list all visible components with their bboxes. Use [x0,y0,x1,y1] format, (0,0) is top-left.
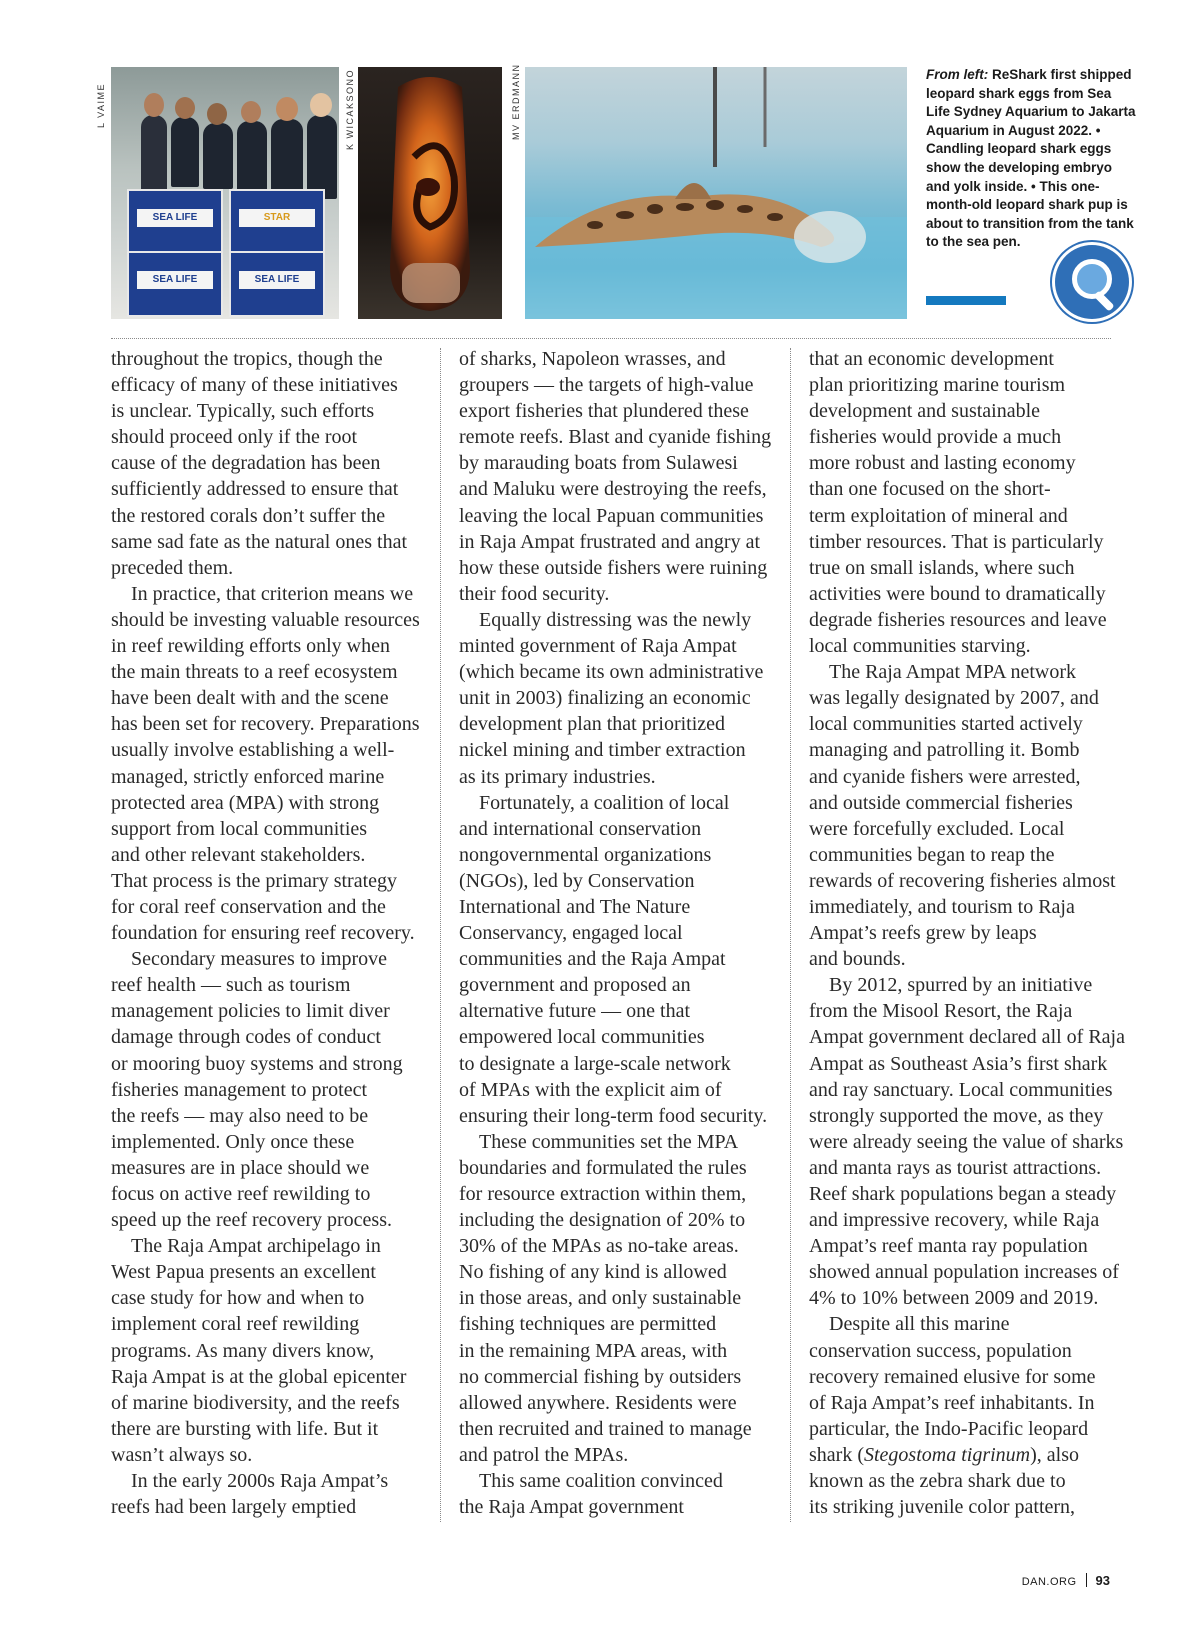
text-line: local communities started actively [809,713,1083,736]
text-line: communities began to reap the [809,843,1055,866]
text-line: the main threats to a reef ecosystem [111,661,398,684]
text-line: remote reefs. Blast and cyanide fishing [459,426,772,449]
text-line: efficacy of many of these initiatives [111,374,398,397]
text-line: has been set for recovery. Preparations [111,713,420,736]
text-line: rewards of recovering fisheries almost [809,869,1116,892]
text-line: 4% to 10% between 2009 and 2019. [809,1287,1099,1310]
text-line: In the early 2000s Raja Ampat’s [131,1470,389,1493]
text-line: By 2012, spurred by an initiative [829,974,1093,997]
text-line: no commercial fishing by outsiders [459,1365,742,1388]
magnifier-lens [1072,259,1112,299]
body-column-1 [111,346,421,1520]
column-divider-1 [440,348,441,1522]
text-line: then recruited and trained to manage [459,1417,752,1440]
text-line: foundation for ensuring reef recovery. [111,922,415,945]
text-line: sufficiently addressed to ensure that [111,478,399,501]
text-line: Reef shark populations began a steady [809,1183,1117,1205]
text-line: their food security. [459,582,610,605]
text-line: recovery remained elusive for some [809,1365,1096,1388]
text-line: by marauding boats from Sulawesi [459,452,738,475]
text-line: boundaries and formulated the rules [459,1156,747,1179]
text-line: Conservancy, engaged local [459,922,683,945]
caption-lead: From left: [926,67,989,82]
body-column-3 [809,346,1125,1520]
text-line: Ampat government declared all of Raja [809,1026,1125,1049]
text-line: in those areas, and only sustainable [459,1287,742,1310]
text-line: for coral reef conservation and the [111,895,386,918]
text-line: development plan that prioritized [459,713,726,736]
text-line: and international conservation [459,817,702,840]
text-line: reef health — such as tourism [111,974,351,997]
text-line: Fortunately, a coalition of local [479,791,730,814]
text-line: reefs had been largely emptied [111,1496,357,1519]
text-line: and impressive recovery, while Raja [809,1209,1100,1232]
text-line: In practice, that criterion means we [131,582,414,605]
text-line: development and sustainable [809,400,1041,423]
text-line: Ampat’s reef manta ray population [809,1235,1088,1258]
horizontal-divider [111,338,1111,339]
text-line: in the remaining MPA areas, with [459,1339,728,1362]
text-line: management policies to limit diver [111,1000,390,1023]
text-line: cause of the degradation has been [111,452,381,475]
text-line: there are bursting with life. But it [111,1417,379,1440]
text-line: programs. As many divers know, [111,1339,375,1362]
text-line: same sad fate as the natural ones that [111,530,407,553]
text-line: known as the zebra shark due to [809,1470,1066,1493]
text-line: have been dealt with and the scene [111,687,389,710]
text-line: preceded them. [111,556,234,579]
text-line: nongovernmental organizations [459,843,712,866]
text-line: damage through codes of conduct [111,1026,381,1049]
text-line: or mooring buoy systems and strong [111,1052,403,1075]
text-line: speed up the reef recovery process. [111,1209,392,1232]
box-4 [229,251,325,317]
text-line: were forcefully excluded. Local [809,817,1065,840]
text-line: focus on active reef rewilding to [111,1183,371,1205]
text-line: particular, the Indo-Pacific leopard [809,1417,1089,1440]
text-line: of Raja Ampat’s reef inhabitants. In [809,1391,1095,1414]
body-column-2 [459,346,772,1520]
text-line: conservation success, population [809,1339,1072,1362]
text-line: and patrol the MPAs. [459,1443,629,1466]
text-line: leaving the local Papuan communities [459,504,764,527]
text-line: implemented. Only once these [111,1130,355,1153]
text-line: of MPAs with the explicit aim of [459,1078,722,1101]
text-line: timber resources. That is particularly [809,530,1104,553]
text-line: true on small islands, where such [809,556,1075,579]
text-line: minted government of Raja Ampat [459,635,737,658]
text-line: West Papua presents an excellent [111,1261,376,1284]
text-line: the Raja Ampat government [459,1496,684,1519]
photo-caption [926,66,1136,252]
text-line: including the designation of 20% to [459,1209,746,1232]
text-line: Despite all this marine [829,1313,1010,1336]
caption-text: ReShark first shipped leopard shark eggs from Sea Life Sydney Aquarium to Jakarta Aquarium in August 2022. • Candling leopard shark eggs show the developing embryo and yolk inside. • This one-month-old leopard shark pup is about to transition from the tank to the sea pen. [926,67,1136,250]
species-suffix: ), also [1030,1443,1079,1466]
text-line: how these outside fishers were ruining [459,556,768,579]
page-footer [1022,1573,1110,1588]
text-line: term exploitation of mineral and [809,504,1068,527]
column-divider-2 [790,348,791,1522]
text-line: Raja Ampat is at the global epicenter [111,1365,407,1388]
text-line: is unclear. Typically, such efforts [111,400,375,423]
text-line: managing and patrolling it. Bomb [809,739,1080,762]
text-line: Equally distressing was the newly [479,608,752,631]
page-number: 93 [1095,1573,1110,1588]
text-line: and outside commercial fisheries [809,791,1073,814]
text-line: groupers — the targets of high-value [459,374,754,397]
text-line: and Maluku were destroying the reefs, [459,478,767,501]
footer-site: DAN.ORG [1021,1576,1077,1588]
text-line: should proceed only if the root [111,426,358,449]
text-line: The Raja Ampat MPA network [829,661,1077,684]
photo-shark-pup-in-tank [525,67,907,319]
text-line: wasn’t always so. [111,1443,253,1466]
text-line: This same coalition convinced [479,1470,723,1493]
text-line: in Raja Ampat frustrated and angry at [459,530,761,553]
text-line: its striking juvenile color pattern, [809,1496,1076,1519]
text-line: the restored corals don’t suffer the [111,504,386,527]
text-line: local communities starving. [809,635,1031,658]
text-line: communities and the Raja Ampat [459,948,726,971]
text-line: Secondary measures to improve [131,948,388,971]
text-line: from the Misool Resort, the Raja [809,1000,1073,1023]
caption-accent-bar [926,296,1006,305]
box-label-1: SEA LIFE [137,209,213,227]
text-line: to designate a large-scale network [459,1052,731,1075]
text-line: nickel mining and timber extraction [459,739,746,762]
text-line: as its primary industries. [459,765,656,788]
text-line: These communities set the MPA [479,1130,739,1153]
box-label-3: SEA LIFE [137,271,213,289]
text-line: for resource extraction within them, [459,1183,747,1205]
text-line: Ampat as Southeast Asia’s first shark [809,1052,1108,1075]
text-line: that an economic development [809,348,1054,370]
text-line: in reef rewilding efforts only when [111,635,390,658]
footer-separator [1086,1573,1087,1587]
text-line: and cyanide fishers were arrested, [809,765,1081,788]
box-label-2: STAR [239,209,315,227]
text-line: allowed anywhere. Residents were [459,1391,737,1414]
text-line: case study for how and when to [111,1287,365,1310]
text-line: government and proposed an [459,974,691,997]
text-line: unit in 2003) finalizing an economic [459,687,751,710]
text-line: export fisheries that plundered these [459,400,749,423]
magnifier-icon[interactable] [1055,245,1129,319]
egg-illustration [358,67,502,319]
text-line: measures are in place should we [111,1156,370,1179]
text-line: empowered local communities [459,1026,705,1049]
text-line: was legally designated by 2007, and [809,687,1099,710]
text-line: and other relevant stakeholders. [111,843,366,866]
text-line: plan prioritizing marine tourism [809,374,1066,397]
text-line: 30% of the MPAs as no-take areas. [459,1235,739,1258]
text-line: strongly supported the move, as they [809,1104,1104,1127]
photo-candled-egg [358,67,502,319]
text-line: (NGOs), led by Conservation [459,869,695,892]
text-line: The Raja Ampat archipelago in [131,1235,381,1258]
box-2 [229,189,325,255]
text-line: usually involve establishing a well- [111,739,395,762]
text-line: managed, strictly enforced marine [111,765,385,788]
text-line: Ampat’s reefs grew by leaps [809,922,1037,945]
text-line: the reefs — may also need to be [111,1104,369,1127]
text-line: activities were bound to dramatically [809,582,1106,605]
text-line: of marine biodiversity, and the reefs [111,1391,400,1414]
shark-pup-illustration [525,67,907,319]
text-line: International and The Nature [459,895,691,918]
text-line: and manta rays as tourist attractions. [809,1156,1102,1179]
text-line: of sharks, Napoleon wrasses, and [459,348,726,370]
text-line: ensuring their long-term food security. [459,1104,768,1127]
text-line: and ray sanctuary. Local communities [809,1078,1113,1101]
photo-credit-3: MV ERDMANN [511,63,521,140]
text-line: implement coral reef rewilding [111,1313,360,1336]
text-line: support from local communities [111,817,368,840]
text-line: alternative future — one that [459,1000,691,1023]
box-label-4: SEA LIFE [239,271,315,289]
text-line: (which became its own administrative [459,661,764,684]
text-line: shark (Stegostoma tigrinum), also [809,1443,1079,1466]
text-line: immediately, and tourism to Raja [809,895,1075,918]
text-line: protected area (MPA) with strong [111,791,380,814]
text-line: No fishing of any kind is allowed [459,1261,727,1284]
box-1 [127,189,223,255]
text-line: than one focused on the short- [809,478,1051,501]
text-line: fisheries management to protect [111,1078,368,1101]
text-line: and bounds. [809,948,906,971]
text-line: degrade fisheries resources and leave [809,608,1107,631]
photo-credit-1: L VAIME [96,82,106,128]
text-line: throughout the tropics, though the [111,348,383,370]
text-line: showed annual population increases of [809,1261,1119,1284]
box-3 [127,251,223,317]
text-line: more robust and lasting economy [809,452,1076,475]
photo-team-with-boxes [111,67,339,319]
text-line: That process is the primary strategy [111,869,398,892]
text-line: fishing techniques are permitted [459,1313,717,1336]
text-line: were already seeing the value of sharks [809,1130,1124,1153]
text-line: fisheries would provide a much [809,426,1062,449]
photo-credit-2: K WICAKSONO [345,68,355,150]
text-line: should be investing valuable resources [111,608,420,631]
species-name: Stegostoma tigrinum [863,1443,1031,1466]
